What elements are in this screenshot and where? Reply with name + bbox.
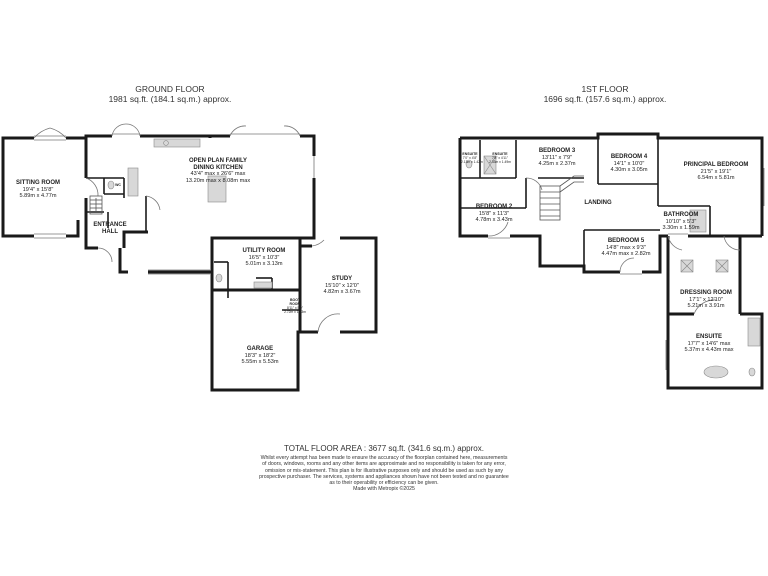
- room-imperial: 8'11" x 5'0": [286, 306, 303, 310]
- room-metric: 6.54m x 5.81m: [697, 175, 735, 182]
- room-imperial: 43'4" max x 26'6" max: [190, 171, 246, 178]
- toilet-util: [216, 274, 222, 282]
- room-name: ENSUITE: [492, 152, 508, 156]
- room-imperial: 10'10" x 5'3": [665, 218, 697, 225]
- disclaimer: [224, 455, 544, 493]
- room-label-study: [314, 276, 370, 296]
- disclaimer-line: prospective purchaser. The services, systems and appliances shown have not been tested and no guarantee: [259, 473, 509, 480]
- room-label-wc: [112, 183, 124, 187]
- room-label-dressing: [674, 290, 738, 310]
- room-label-bedroom-3: [528, 148, 586, 168]
- first-floor-heading: [530, 84, 680, 104]
- room-name-1: BOOT: [289, 298, 301, 302]
- first-floor-area: 1696 sq.ft. (157.6 sq.m.) approx.: [543, 94, 667, 104]
- room-label-kitchen: [168, 158, 268, 184]
- room-imperial: 21'5" x 19'1": [700, 168, 732, 175]
- total-floor-area: TOTAL FLOOR AREA : 3677 sq.ft. (341.6 sq.m.) approx.: [284, 444, 484, 453]
- room-label-bedroom-2: [466, 204, 522, 224]
- disclaimer-line: Whilst every attempt has been made to ensure the accuracy of the floorplan contained here, measurements: [260, 455, 508, 461]
- room-name: BEDROOM 5: [607, 238, 645, 244]
- room-metric: 5.21m x 3.91m: [687, 303, 725, 310]
- sink-kitchen: [164, 141, 169, 146]
- room-metric: 5.37m x 4.43m max: [684, 347, 734, 354]
- room-imperial: 15'8" x 11'3": [478, 210, 510, 217]
- room-label-entrance: [90, 222, 130, 235]
- room-name: STUDY: [331, 276, 353, 282]
- room-label-garage: [224, 346, 296, 366]
- first-floor-title: 1ST FLOOR: [581, 84, 629, 94]
- room-label-bedroom-4: [604, 154, 654, 174]
- ground-floor-area: 1981 sq.ft. (184.1 sq.m.) approx.: [108, 94, 232, 104]
- room-imperial: 13'11" x 7'9": [541, 154, 573, 161]
- room-label-ensuite-main: [674, 334, 744, 354]
- room-imperial: 7'8" x 4'11": [491, 156, 508, 160]
- room-label-utility: [232, 248, 296, 268]
- room-imperial: 14'8" max x 9'3": [606, 244, 646, 251]
- room-imperial: 19'4" x 15'8": [22, 186, 54, 193]
- disclaimer-credit: Made with Metropix ©2025: [353, 486, 415, 493]
- room-imperial: 18'3" x 18'2": [244, 352, 276, 359]
- toilet-ens: [749, 368, 755, 376]
- room-name: BEDROOM 2: [475, 204, 513, 210]
- room-label-principal: [676, 162, 756, 182]
- room-name-2: HALL: [102, 228, 118, 235]
- room-metric: 5.01m x 3.13m: [245, 261, 283, 268]
- room-name-2: ROOM: [289, 302, 301, 306]
- room-imperial: 14'1" x 10'0": [613, 160, 645, 167]
- ensuite-bath: [704, 366, 728, 378]
- room-metric: 3.30m x 1.59m: [662, 225, 700, 232]
- room-name: ENSUITE: [695, 334, 722, 340]
- room-name: UTILITY ROOM: [242, 248, 286, 254]
- room-name: DRESSING ROOM: [680, 290, 732, 296]
- room-name: SITTING ROOM: [16, 180, 60, 186]
- room-name: BEDROOM 4: [610, 154, 648, 160]
- room-metric: 4.78m x 3.43m: [475, 217, 513, 224]
- room-label-bedroom-5: [594, 238, 658, 258]
- room-name-1: OPEN PLAN FAMILY: [188, 158, 248, 164]
- room-name: ENSUITE: [462, 152, 478, 156]
- room-label-landing: [578, 200, 618, 207]
- room-metric: 4.25m x 2.37m: [538, 161, 576, 168]
- kitchen-unit-left: [128, 168, 138, 196]
- room-metric: 4.82m x 3.67m: [323, 289, 361, 296]
- stairs-first: [540, 176, 584, 220]
- room-label-sitting: [6, 180, 70, 200]
- ground-floor-heading: [100, 84, 240, 104]
- room-metric: 2.13m x 1.42m: [461, 160, 483, 164]
- room-name-1: ENTRANCE: [93, 222, 127, 228]
- room-imperial: 17'7" x 14'6" max: [687, 340, 731, 347]
- disclaimer-line: omission or mis-statement. This plan is for illustrative purposes only and should be used as such by any: [264, 467, 504, 474]
- room-imperial: 16'5" x 10'3": [248, 254, 280, 261]
- room-name: WC: [115, 183, 121, 187]
- room-label-bathroom: [656, 212, 706, 232]
- room-metric: 5.89m x 4.77m: [19, 193, 57, 200]
- room-name: BATHROOM: [663, 212, 699, 218]
- room-metric: 5.55m x 5.53m: [241, 359, 279, 366]
- room-name-2: DINING KITCHEN: [193, 164, 243, 171]
- room-label-ensuite-2: [486, 152, 514, 164]
- utility-worktop: [254, 282, 272, 288]
- room-imperial: 15'10" x 12'0": [325, 282, 359, 289]
- room-metric: 2.33m x 1.49m: [489, 160, 511, 164]
- room-name: BEDROOM 3: [538, 148, 576, 154]
- room-name: PRINCIPAL BEDROOM: [683, 162, 749, 168]
- kitchen-worktop: [154, 139, 200, 147]
- room-metric: 2.72m x 1.53m: [284, 310, 306, 314]
- room-imperial: 7'0" x 4'8": [462, 156, 478, 160]
- room-imperial: 17'1" x 12'10": [689, 296, 723, 303]
- room-name: LANDING: [584, 200, 612, 206]
- disclaimer-line: as to their operability or efficiency can be given.: [329, 480, 439, 487]
- room-name: GARAGE: [246, 346, 274, 352]
- room-label-ensuite-small: [461, 152, 483, 164]
- ground-floor-title: GROUND FLOOR: [135, 84, 205, 94]
- room-metric: 4.30m x 3.05m: [610, 167, 648, 174]
- room-metric: 13.20m max x 8.08m max: [185, 177, 251, 184]
- room-label-boot: [280, 298, 310, 314]
- disclaimer-line: of doors, windows, rooms and any other items are approximate and no responsibility is taken for any error,: [262, 461, 506, 468]
- room-metric: 4.47m max x 2.82m: [601, 251, 651, 258]
- ensuite-vanity: [748, 318, 760, 346]
